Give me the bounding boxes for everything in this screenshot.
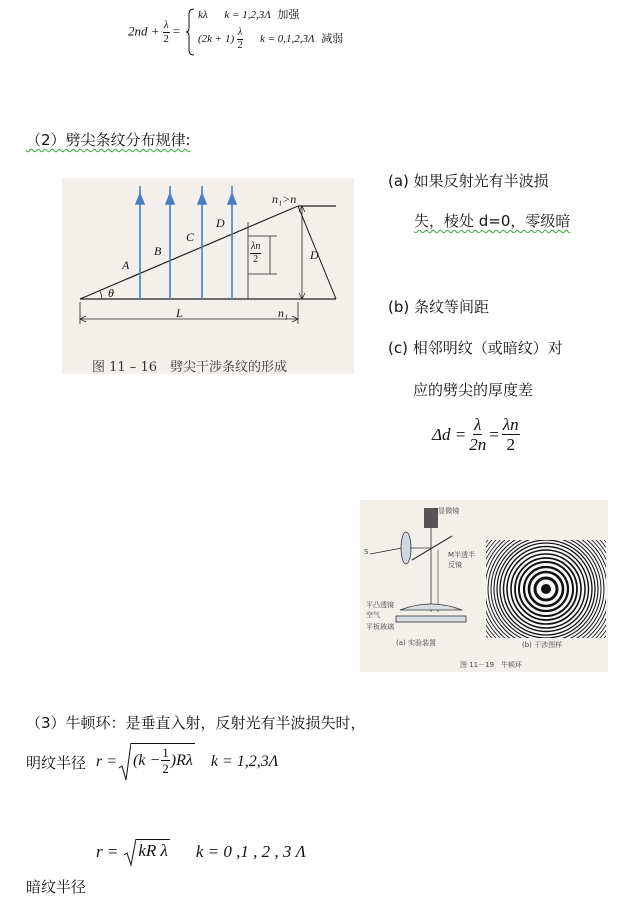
formula1-case2: (2k + 1) $\frac{\lambda}{2}$ k = 0,1,2,3Λ 减弱 [198,27,344,51]
arrow-up-icon [166,194,174,204]
label-microscope: T显微镜 [434,507,460,515]
wedge-diagram [62,178,354,374]
arrow-up-icon [136,194,144,204]
newton-rings-figure [360,500,608,672]
label-D-top: D [216,216,225,230]
label-source: S [364,548,369,556]
figure2-caption: 图 11－19 牛顿环 [460,661,523,669]
dark-radius-label: 暗纹半径 [26,878,87,896]
section2-items [388,170,628,240]
formula1-case1: kλ k = 1,2,3Λ 加强 [198,8,300,21]
item-c-line1: (c) 相邻明纹（或暗纹）对 [388,339,563,357]
item-b: (b) 条纹等间距 [388,298,489,316]
label-n1-greater-n: n₁>n [272,192,297,206]
wedge-figure [62,178,354,374]
section2-heading: （2）劈尖条纹分布规律: [26,131,191,149]
figure1-caption: 图 11 – 16 劈尖干涉条纹的形成 [92,360,287,375]
label-half-mirror: M半透半反镜 [448,551,476,569]
item-a-line2: 失，棱处 d=0，零级暗 [414,212,571,230]
label-air: 空气 [366,611,380,619]
arrow-up-icon [198,194,206,204]
arrow-up-icon [228,194,236,204]
glass-plate [396,616,466,622]
item-a-line1: (a) 如果反射光有半波损 [388,172,549,190]
label-C: C [186,230,195,244]
label-plate: 平板玻璃 [366,623,394,631]
item-c-line2: 应的劈尖的厚度差 [413,381,534,399]
bright-radius-row: 明纹半径 r = (k − $\frac{1}{2}$ )Rλ k = 1,2,3Λ [26,740,278,784]
subcaption-b: (b) 干涉图样 [522,641,563,649]
label-lens: 平凸透镜 [366,601,394,609]
label-lambda-half: $\frac{\lambda n}{2}$ [251,241,261,265]
label-B: B [154,244,162,258]
formula-interference-condition [128,6,388,58]
dark-radius-formula: r = kR λ k = 0 ,1 , 2 , 3 Λ [96,834,306,870]
label-L: L [176,306,183,320]
label-A: A [122,258,130,272]
label-D-right: D [310,248,319,262]
label-theta: θ [108,286,114,300]
formula1-lhs: 2nd + $\frac{\lambda}{2}$ = [128,19,181,45]
section3-heading: （3）牛顿环：是垂直入射，反射光有半波损失时， [26,714,366,732]
lens-icon [401,532,411,564]
interference-rings-image [486,540,606,638]
bright-radius-radicand: (k − $\frac{1}{2}$ )Rλ [133,745,193,776]
bright-radius-label: 明纹半径 [26,753,87,772]
thickness-difference-formula: Δd = $\frac{\lambda}{2n}$ = $\frac{\lambda n}{2}$ [432,415,519,454]
formula1-lhs-frac: $\frac{\lambda}{2}$ [163,19,169,45]
subcaption-a: (a) 实验装置 [396,639,436,647]
plano-convex-lens [400,604,462,610]
sqrt-icon [119,742,131,782]
curly-brace-icon [186,8,196,56]
sqrt-icon [124,837,136,867]
label-n1: n₁ [278,306,289,320]
